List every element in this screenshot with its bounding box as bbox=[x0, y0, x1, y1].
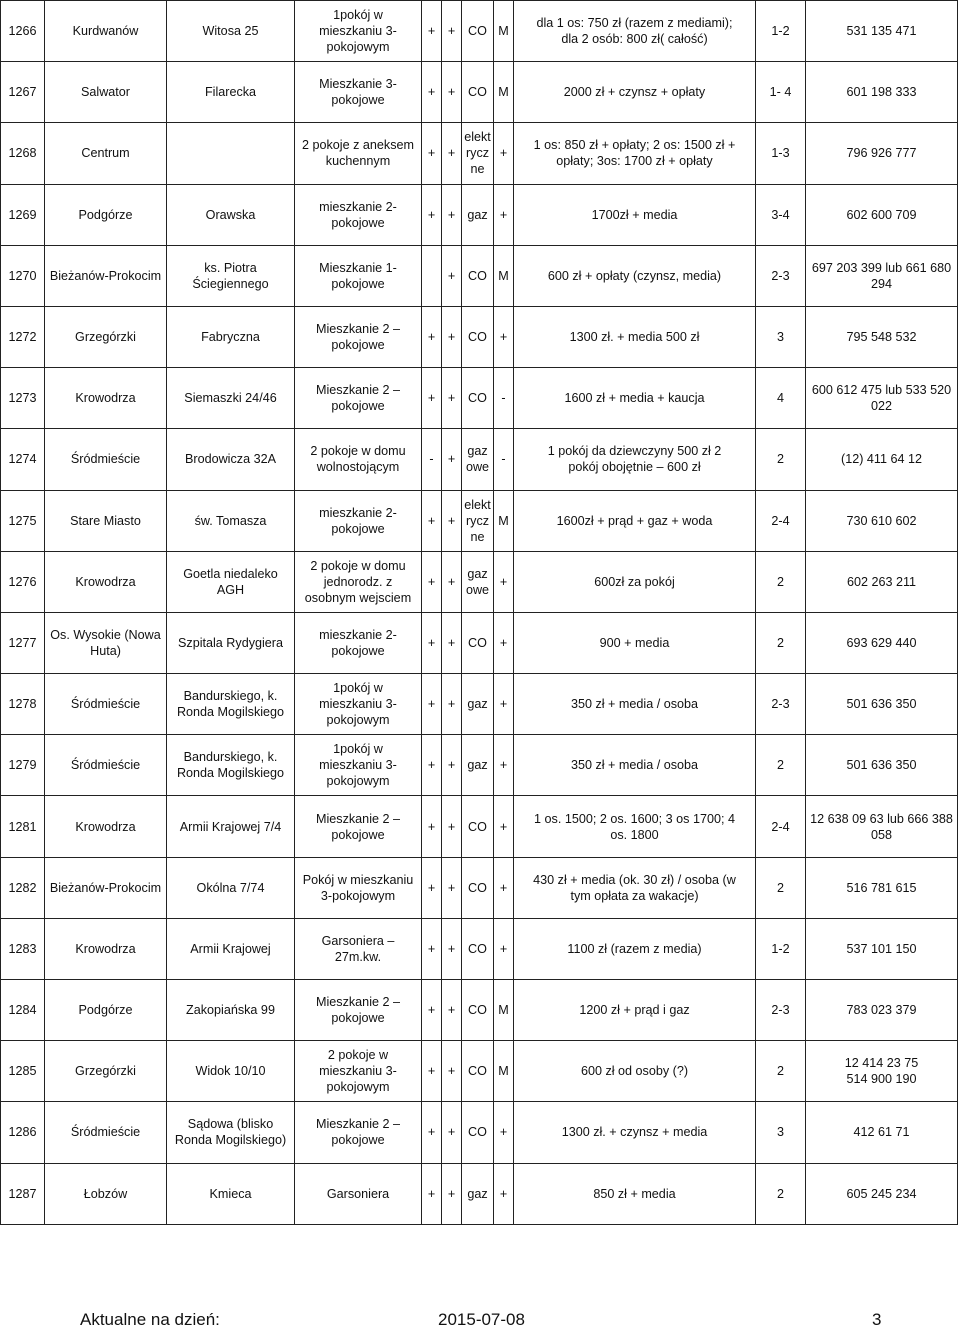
table-row bbox=[1, 857, 958, 918]
heating-cell: CO bbox=[462, 1, 494, 62]
occupancy-cell: 1-2 bbox=[756, 918, 806, 979]
property-type-cell: 2 pokoje w domu wolnostojącym bbox=[295, 429, 422, 490]
listing-id-cell: 1285 bbox=[1, 1041, 45, 1102]
flag-a-cell: + bbox=[422, 1, 442, 62]
flag-b-cell: + bbox=[442, 429, 462, 490]
phone-cell: 783 023 379 bbox=[806, 980, 958, 1041]
district-cell: Os. Wysokie (Nowa Huta) bbox=[45, 612, 167, 673]
price-cell: 1600 zł + media + kaucja bbox=[514, 368, 756, 429]
occupancy-cell: 2 bbox=[756, 429, 806, 490]
property-type-cell: Mieszkanie 2 – pokojowe bbox=[295, 306, 422, 367]
page-number: 3 bbox=[872, 1310, 882, 1329]
flag-b-cell: + bbox=[442, 306, 462, 367]
flag-a-cell: + bbox=[422, 612, 442, 673]
listing-id-cell: 1266 bbox=[1, 1, 45, 62]
street-cell: Filarecka bbox=[167, 62, 295, 123]
property-type-cell: 1pokój w mieszkaniu 3- pokojowym bbox=[295, 1, 422, 62]
table-body bbox=[1, 1, 958, 1225]
flag-a-cell: + bbox=[422, 980, 442, 1041]
price-cell: 600 zł od osoby (?) bbox=[514, 1041, 756, 1102]
meter-cell: + bbox=[494, 1163, 514, 1224]
flag-a-cell: + bbox=[422, 123, 442, 184]
price-cell: 350 zł + media / osoba bbox=[514, 674, 756, 735]
heating-cell: CO bbox=[462, 62, 494, 123]
meter-cell: - bbox=[494, 429, 514, 490]
listing-id-cell: 1268 bbox=[1, 123, 45, 184]
street-cell: Bandurskiego, k. Ronda Mogilskiego bbox=[167, 674, 295, 735]
phone-cell: 537 101 150 bbox=[806, 918, 958, 979]
phone-cell: 600 612 475 lub 533 520 022 bbox=[806, 368, 958, 429]
meter-cell: + bbox=[494, 735, 514, 796]
meter-cell: + bbox=[494, 1102, 514, 1163]
listing-id-cell: 1276 bbox=[1, 551, 45, 612]
street-cell: Okólna 7/74 bbox=[167, 857, 295, 918]
flag-b-cell: + bbox=[442, 245, 462, 306]
listing-id-cell: 1277 bbox=[1, 612, 45, 673]
occupancy-cell: 1- 4 bbox=[756, 62, 806, 123]
district-cell: Śródmieście bbox=[45, 1102, 167, 1163]
district-cell: Bieżanów-Prokocim bbox=[45, 857, 167, 918]
table-row bbox=[1, 1, 958, 62]
table-row bbox=[1, 674, 958, 735]
price-cell: dla 1 os: 750 zł (razem z mediami); dla 2 osób: 800 zł( całość) bbox=[514, 1, 756, 62]
occupancy-cell: 1-2 bbox=[756, 1, 806, 62]
flag-b-cell: + bbox=[442, 1, 462, 62]
meter-cell: + bbox=[494, 184, 514, 245]
property-type-cell: Garsoniera bbox=[295, 1163, 422, 1224]
district-cell: Łobzów bbox=[45, 1163, 167, 1224]
heating-cell: elekt rycz ne bbox=[462, 490, 494, 551]
phone-cell: 12 414 23 75 514 900 190 bbox=[806, 1041, 958, 1102]
heating-cell: gaz bbox=[462, 1163, 494, 1224]
phone-cell: 412 61 71 bbox=[806, 1102, 958, 1163]
heating-cell: gaz owe bbox=[462, 429, 494, 490]
listing-id-cell: 1282 bbox=[1, 857, 45, 918]
district-cell: Śródmieście bbox=[45, 674, 167, 735]
street-cell: Sądowa (blisko Ronda Mogilskiego) bbox=[167, 1102, 295, 1163]
property-type-cell: Pokój w mieszkaniu 3-pokojowym bbox=[295, 857, 422, 918]
flag-a-cell: + bbox=[422, 490, 442, 551]
phone-cell: (12) 411 64 12 bbox=[806, 429, 958, 490]
meter-cell: - bbox=[494, 368, 514, 429]
phone-cell: 605 245 234 bbox=[806, 1163, 958, 1224]
table-row bbox=[1, 368, 958, 429]
table-row bbox=[1, 429, 958, 490]
listing-id-cell: 1270 bbox=[1, 245, 45, 306]
table-row bbox=[1, 1102, 958, 1163]
district-cell: Grzegórzki bbox=[45, 306, 167, 367]
heating-cell: elekt rycz ne bbox=[462, 123, 494, 184]
district-cell: Krowodrza bbox=[45, 796, 167, 857]
table-row bbox=[1, 796, 958, 857]
property-type-cell: 1pokój w mieszkaniu 3- pokojowym bbox=[295, 674, 422, 735]
table-row bbox=[1, 551, 958, 612]
phone-cell: 697 203 399 lub 661 680 294 bbox=[806, 245, 958, 306]
listing-id-cell: 1269 bbox=[1, 184, 45, 245]
table-row bbox=[1, 306, 958, 367]
heating-cell: gaz bbox=[462, 674, 494, 735]
street-cell: ks. Piotra Ściegiennego bbox=[167, 245, 295, 306]
flag-a-cell: + bbox=[422, 796, 442, 857]
listing-id-cell: 1287 bbox=[1, 1163, 45, 1224]
district-cell: Kurdwanów bbox=[45, 1, 167, 62]
flag-b-cell: + bbox=[442, 184, 462, 245]
meter-cell: M bbox=[494, 1041, 514, 1102]
listing-id-cell: 1284 bbox=[1, 980, 45, 1041]
property-type-cell: Mieszkanie 1- pokojowe bbox=[295, 245, 422, 306]
flag-b-cell: + bbox=[442, 980, 462, 1041]
price-cell: 1600zł + prąd + gaz + woda bbox=[514, 490, 756, 551]
flag-b-cell: + bbox=[442, 551, 462, 612]
occupancy-cell: 4 bbox=[756, 368, 806, 429]
phone-cell: 12 638 09 63 lub 666 388 058 bbox=[806, 796, 958, 857]
district-cell: Centrum bbox=[45, 123, 167, 184]
street-cell: Szpitala Rydygiera bbox=[167, 612, 295, 673]
occupancy-cell: 2 bbox=[756, 1041, 806, 1102]
street-cell bbox=[167, 123, 295, 184]
flag-a-cell: + bbox=[422, 1041, 442, 1102]
phone-cell: 516 781 615 bbox=[806, 857, 958, 918]
flag-b-cell: + bbox=[442, 735, 462, 796]
meter-cell: + bbox=[494, 123, 514, 184]
table-row bbox=[1, 612, 958, 673]
occupancy-cell: 1-3 bbox=[756, 123, 806, 184]
property-type-cell: Mieszkanie 2 – pokojowe bbox=[295, 980, 422, 1041]
price-cell: 600 zł + opłaty (czynsz, media) bbox=[514, 245, 756, 306]
phone-cell: 501 636 350 bbox=[806, 735, 958, 796]
flag-b-cell: + bbox=[442, 857, 462, 918]
street-cell: Goetla niedaleko AGH bbox=[167, 551, 295, 612]
table-row bbox=[1, 490, 958, 551]
heating-cell: gaz bbox=[462, 735, 494, 796]
property-type-cell: Mieszkanie 2 – pokojowe bbox=[295, 368, 422, 429]
property-type-cell: Mieszkanie 3- pokojowe bbox=[295, 62, 422, 123]
price-cell: 1 pokój da dziewczyny 500 zł 2 pokój obojętnie – 600 zł bbox=[514, 429, 756, 490]
district-cell: Krowodrza bbox=[45, 368, 167, 429]
property-type-cell: Mieszkanie 2 – pokojowe bbox=[295, 796, 422, 857]
phone-cell: 730 610 602 bbox=[806, 490, 958, 551]
heating-cell: CO bbox=[462, 368, 494, 429]
meter-cell: + bbox=[494, 857, 514, 918]
meter-cell: + bbox=[494, 551, 514, 612]
district-cell: Podgórze bbox=[45, 184, 167, 245]
district-cell: Bieżanów-Prokocim bbox=[45, 245, 167, 306]
flag-a-cell: + bbox=[422, 62, 442, 123]
flag-b-cell: + bbox=[442, 368, 462, 429]
street-cell: Kmieca bbox=[167, 1163, 295, 1224]
listing-id-cell: 1273 bbox=[1, 368, 45, 429]
phone-cell: 531 135 471 bbox=[806, 1, 958, 62]
street-cell: Fabryczna bbox=[167, 306, 295, 367]
phone-cell: 693 629 440 bbox=[806, 612, 958, 673]
meter-cell: + bbox=[494, 796, 514, 857]
street-cell: Armii Krajowej bbox=[167, 918, 295, 979]
table-row bbox=[1, 245, 958, 306]
street-cell: Widok 10/10 bbox=[167, 1041, 295, 1102]
property-type-cell: Garsoniera – 27m.kw. bbox=[295, 918, 422, 979]
price-cell: 1 os. 1500; 2 os. 1600; 3 os 1700; 4 os. 1800 bbox=[514, 796, 756, 857]
price-cell: 1 os: 850 zł + opłaty; 2 os: 1500 zł + opłaty; 3os: 1700 zł + opłaty bbox=[514, 123, 756, 184]
street-cell: Orawska bbox=[167, 184, 295, 245]
property-type-cell: mieszkanie 2- pokojowe bbox=[295, 490, 422, 551]
table-row bbox=[1, 980, 958, 1041]
heating-cell: CO bbox=[462, 612, 494, 673]
flag-a-cell bbox=[422, 245, 442, 306]
occupancy-cell: 2 bbox=[756, 551, 806, 612]
meter-cell: M bbox=[494, 62, 514, 123]
price-cell: 2000 zł + czynsz + opłaty bbox=[514, 62, 756, 123]
meter-cell: + bbox=[494, 674, 514, 735]
flag-b-cell: + bbox=[442, 918, 462, 979]
flag-a-cell: + bbox=[422, 918, 442, 979]
flag-b-cell: + bbox=[442, 612, 462, 673]
occupancy-cell: 2-4 bbox=[756, 796, 806, 857]
district-cell: Salwator bbox=[45, 62, 167, 123]
occupancy-cell: 2 bbox=[756, 857, 806, 918]
flag-a-cell: + bbox=[422, 857, 442, 918]
meter-cell: + bbox=[494, 306, 514, 367]
occupancy-cell: 3 bbox=[756, 1102, 806, 1163]
street-cell: Bandurskiego, k. Ronda Mogilskiego bbox=[167, 735, 295, 796]
district-cell: Śródmieście bbox=[45, 735, 167, 796]
table-row bbox=[1, 123, 958, 184]
flag-b-cell: + bbox=[442, 62, 462, 123]
occupancy-cell: 2-3 bbox=[756, 980, 806, 1041]
property-type-cell: Mieszkanie 2 – pokojowe bbox=[295, 1102, 422, 1163]
price-cell: 900 + media bbox=[514, 612, 756, 673]
price-cell: 430 zł + media (ok. 30 zł) / osoba (w tym opłata za wakacje) bbox=[514, 857, 756, 918]
property-type-cell: 2 pokoje w domu jednorodz. z osobnym wejsciem bbox=[295, 551, 422, 612]
price-cell: 1700zł + media bbox=[514, 184, 756, 245]
flag-b-cell: + bbox=[442, 1102, 462, 1163]
occupancy-cell: 2 bbox=[756, 612, 806, 673]
flag-b-cell: + bbox=[442, 1163, 462, 1224]
heating-cell: CO bbox=[462, 1041, 494, 1102]
listing-id-cell: 1274 bbox=[1, 429, 45, 490]
district-cell: Podgórze bbox=[45, 980, 167, 1041]
heating-cell: CO bbox=[462, 245, 494, 306]
flag-a-cell: + bbox=[422, 674, 442, 735]
flag-b-cell: + bbox=[442, 796, 462, 857]
listing-id-cell: 1278 bbox=[1, 674, 45, 735]
table-row bbox=[1, 918, 958, 979]
price-cell: 850 zł + media bbox=[514, 1163, 756, 1224]
flag-b-cell: + bbox=[442, 674, 462, 735]
flag-a-cell: + bbox=[422, 551, 442, 612]
occupancy-cell: 3-4 bbox=[756, 184, 806, 245]
meter-cell: M bbox=[494, 490, 514, 551]
listing-id-cell: 1279 bbox=[1, 735, 45, 796]
phone-cell: 601 198 333 bbox=[806, 62, 958, 123]
flag-a-cell: + bbox=[422, 184, 442, 245]
heating-cell: CO bbox=[462, 796, 494, 857]
property-type-cell: mieszkanie 2- pokojowe bbox=[295, 184, 422, 245]
flag-a-cell: + bbox=[422, 1163, 442, 1224]
heating-cell: CO bbox=[462, 1102, 494, 1163]
district-cell: Krowodrza bbox=[45, 551, 167, 612]
phone-cell: 602 263 211 bbox=[806, 551, 958, 612]
street-cell: Brodowicza 32A bbox=[167, 429, 295, 490]
heating-cell: CO bbox=[462, 918, 494, 979]
street-cell: Siemaszki 24/46 bbox=[167, 368, 295, 429]
table-row bbox=[1, 62, 958, 123]
heating-cell: CO bbox=[462, 980, 494, 1041]
heating-cell: CO bbox=[462, 857, 494, 918]
district-cell: Śródmieście bbox=[45, 429, 167, 490]
phone-cell: 796 926 777 bbox=[806, 123, 958, 184]
property-type-cell: 1pokój w mieszkaniu 3- pokojowym bbox=[295, 735, 422, 796]
table-row bbox=[1, 735, 958, 796]
price-cell: 1100 zł (razem z media) bbox=[514, 918, 756, 979]
meter-cell: + bbox=[494, 612, 514, 673]
phone-cell: 501 636 350 bbox=[806, 674, 958, 735]
property-type-cell: 2 pokoje z aneksem kuchennym bbox=[295, 123, 422, 184]
listing-id-cell: 1272 bbox=[1, 306, 45, 367]
phone-cell: 795 548 532 bbox=[806, 306, 958, 367]
flag-b-cell: + bbox=[442, 123, 462, 184]
price-cell: 1200 zł + prąd i gaz bbox=[514, 980, 756, 1041]
listing-id-cell: 1286 bbox=[1, 1102, 45, 1163]
phone-cell: 602 600 709 bbox=[806, 184, 958, 245]
heating-cell: gaz bbox=[462, 184, 494, 245]
table-row bbox=[1, 1163, 958, 1224]
listing-id-cell: 1267 bbox=[1, 62, 45, 123]
flag-a-cell: + bbox=[422, 735, 442, 796]
occupancy-cell: 2 bbox=[756, 735, 806, 796]
property-type-cell: 2 pokoje w mieszkaniu 3- pokojowym bbox=[295, 1041, 422, 1102]
occupancy-cell: 2-4 bbox=[756, 490, 806, 551]
flag-b-cell: + bbox=[442, 490, 462, 551]
meter-cell: M bbox=[494, 245, 514, 306]
heating-cell: gaz owe bbox=[462, 551, 494, 612]
district-cell: Stare Miasto bbox=[45, 490, 167, 551]
meter-cell: M bbox=[494, 980, 514, 1041]
occupancy-cell: 3 bbox=[756, 306, 806, 367]
listing-id-cell: 1281 bbox=[1, 796, 45, 857]
property-type-cell: mieszkanie 2- pokojowe bbox=[295, 612, 422, 673]
district-cell: Krowodrza bbox=[45, 918, 167, 979]
street-cell: Zakopiańska 99 bbox=[167, 980, 295, 1041]
street-cell: Armii Krajowej 7/4 bbox=[167, 796, 295, 857]
meter-cell: + bbox=[494, 918, 514, 979]
street-cell: św. Tomasza bbox=[167, 490, 295, 551]
heating-cell: CO bbox=[462, 306, 494, 367]
listing-id-cell: 1283 bbox=[1, 918, 45, 979]
footer-date: 2015-07-08 bbox=[438, 1310, 525, 1329]
meter-cell: M bbox=[494, 1, 514, 62]
listing-id-cell: 1275 bbox=[1, 490, 45, 551]
table-row bbox=[1, 184, 958, 245]
footer-label: Aktualne na dzień: bbox=[80, 1310, 220, 1329]
flag-a-cell: + bbox=[422, 306, 442, 367]
price-cell: 600zł za pokój bbox=[514, 551, 756, 612]
flag-a-cell: - bbox=[422, 429, 442, 490]
flag-a-cell: + bbox=[422, 1102, 442, 1163]
price-cell: 1300 zł. + czynsz + media bbox=[514, 1102, 756, 1163]
flag-a-cell: + bbox=[422, 368, 442, 429]
occupancy-cell: 2-3 bbox=[756, 245, 806, 306]
price-cell: 1300 zł. + media 500 zł bbox=[514, 306, 756, 367]
street-cell: Witosa 25 bbox=[167, 1, 295, 62]
district-cell: Grzegórzki bbox=[45, 1041, 167, 1102]
occupancy-cell: 2 bbox=[756, 1163, 806, 1224]
page-footer bbox=[0, 1310, 960, 1334]
price-cell: 350 zł + media / osoba bbox=[514, 735, 756, 796]
flag-b-cell: + bbox=[442, 1041, 462, 1102]
table-row bbox=[1, 1041, 958, 1102]
occupancy-cell: 2-3 bbox=[756, 674, 806, 735]
